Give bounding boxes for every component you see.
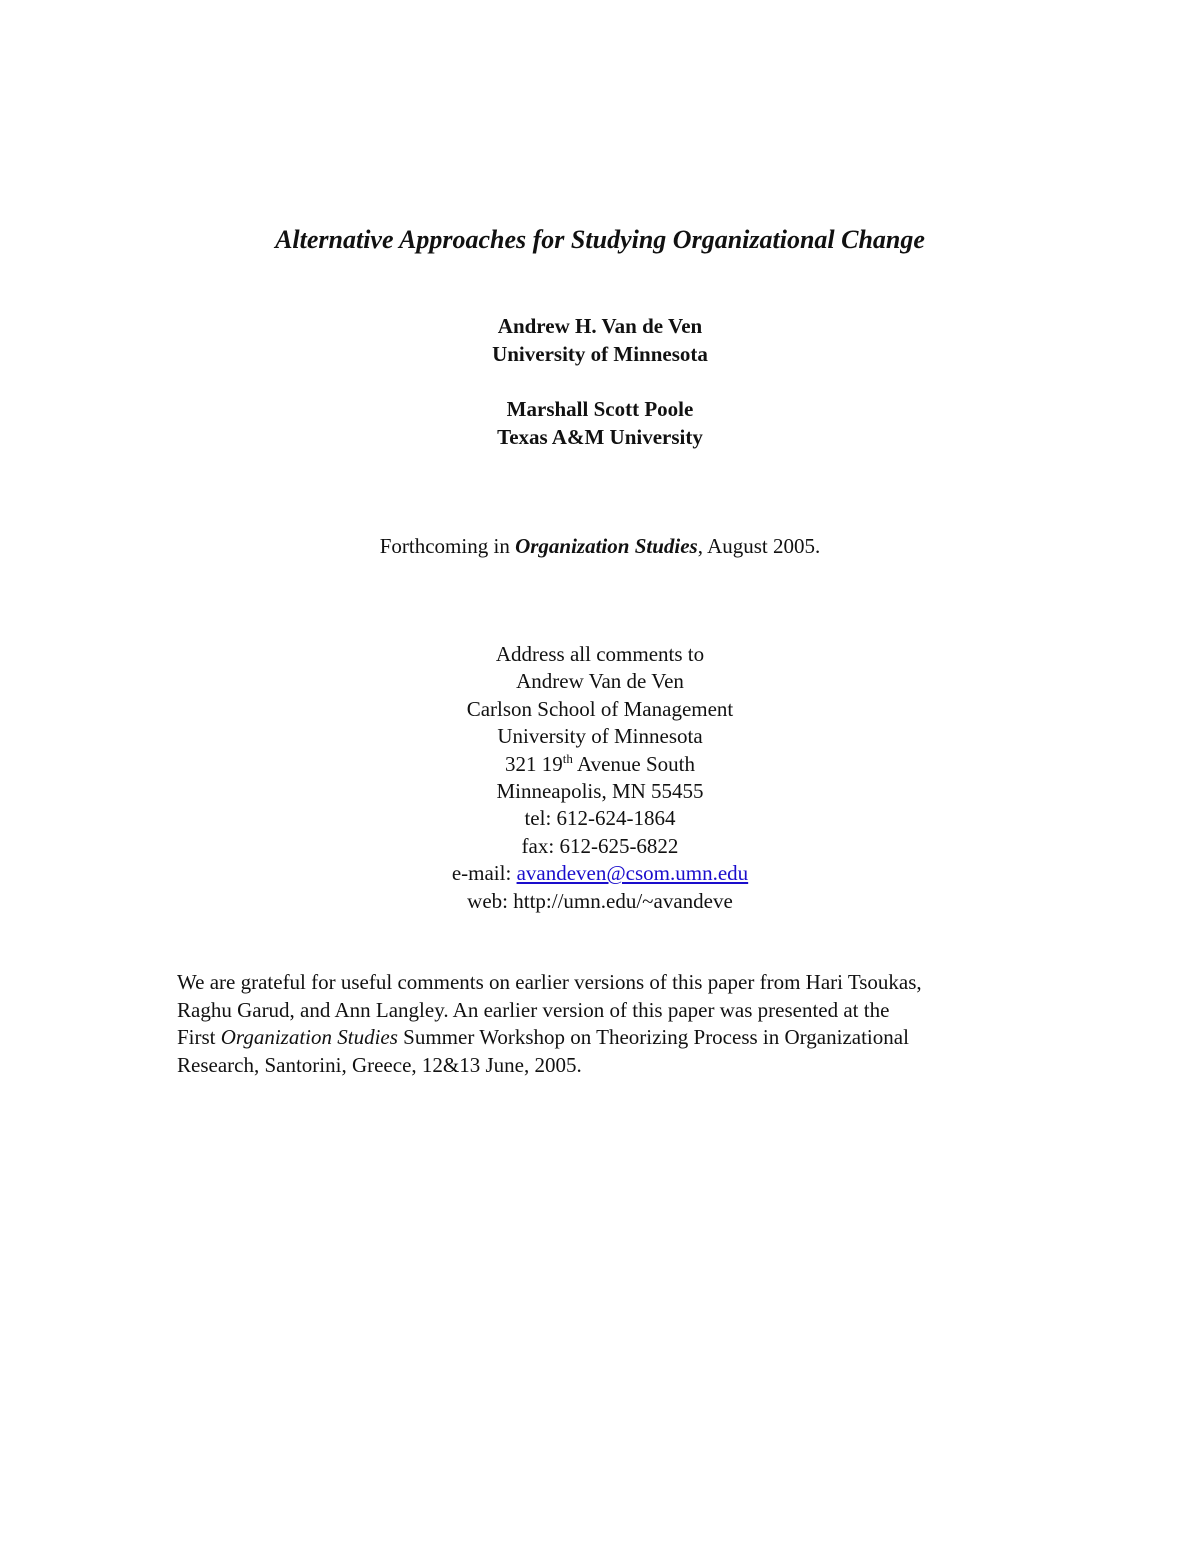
publication-note (0, 532, 1200, 560)
email-label: e-mail: (451, 861, 517, 886)
address-email (0, 860, 1200, 887)
correspondence-address (0, 641, 1200, 915)
paper-title: Alternative Approaches for Studying Organizational Change (275, 225, 925, 254)
publication-note-prefix: Forthcoming in (379, 534, 516, 558)
address-university: University of Minnesota (497, 724, 703, 749)
address-intro: Address all comments to (495, 642, 705, 666)
address-fax: fax: 612-625-6822 (521, 833, 679, 858)
address-web: web: http://umn.edu/~avandeve (467, 888, 733, 913)
author-block (0, 312, 1200, 451)
author-spacer (0, 368, 1200, 395)
acknowledgment-paragraph (177, 969, 1027, 1079)
publication-note-suffix: , August 2005. (697, 534, 821, 558)
author-name: Marshall Scott Poole (506, 397, 694, 421)
address-name: Andrew Van de Ven (516, 669, 684, 694)
acknowledgment-prefix: First (177, 1025, 221, 1049)
journal-name: Organization Studies (515, 534, 698, 558)
street-number: 321 19 (505, 751, 563, 776)
acknowledgment-line: Research, Santorini, Greece, 12&13 June, 2005. (177, 1052, 582, 1077)
address-school: Carlson School of Management (466, 696, 734, 721)
author-name: Andrew H. Van de Ven (497, 314, 703, 338)
acknowledgment-line (177, 1024, 1027, 1052)
author-affiliation: Texas A&M University (497, 425, 703, 449)
street-ordinal: th (562, 750, 573, 766)
email-link[interactable]: avandeven@csom.umn.edu (516, 861, 749, 886)
acknowledgment-line: Raghu Garud, and Ann Langley. An earlier version of this paper was presented at the (177, 997, 890, 1022)
address-city: Minneapolis, MN 55455 (496, 779, 704, 804)
journal-name: Organization Studies (220, 1025, 398, 1049)
address-street (0, 751, 1200, 778)
acknowledgment-line: We are grateful for useful comments on earlier versions of this paper from Hari Tsoukas, (177, 970, 922, 994)
author-affiliation: University of Minnesota (492, 342, 708, 366)
street-name: Avenue South (572, 751, 695, 776)
address-phone: tel: 612-624-1864 (524, 806, 676, 831)
acknowledgment-suffix: Summer Workshop on Theorizing Process in Organizational (397, 1025, 909, 1049)
